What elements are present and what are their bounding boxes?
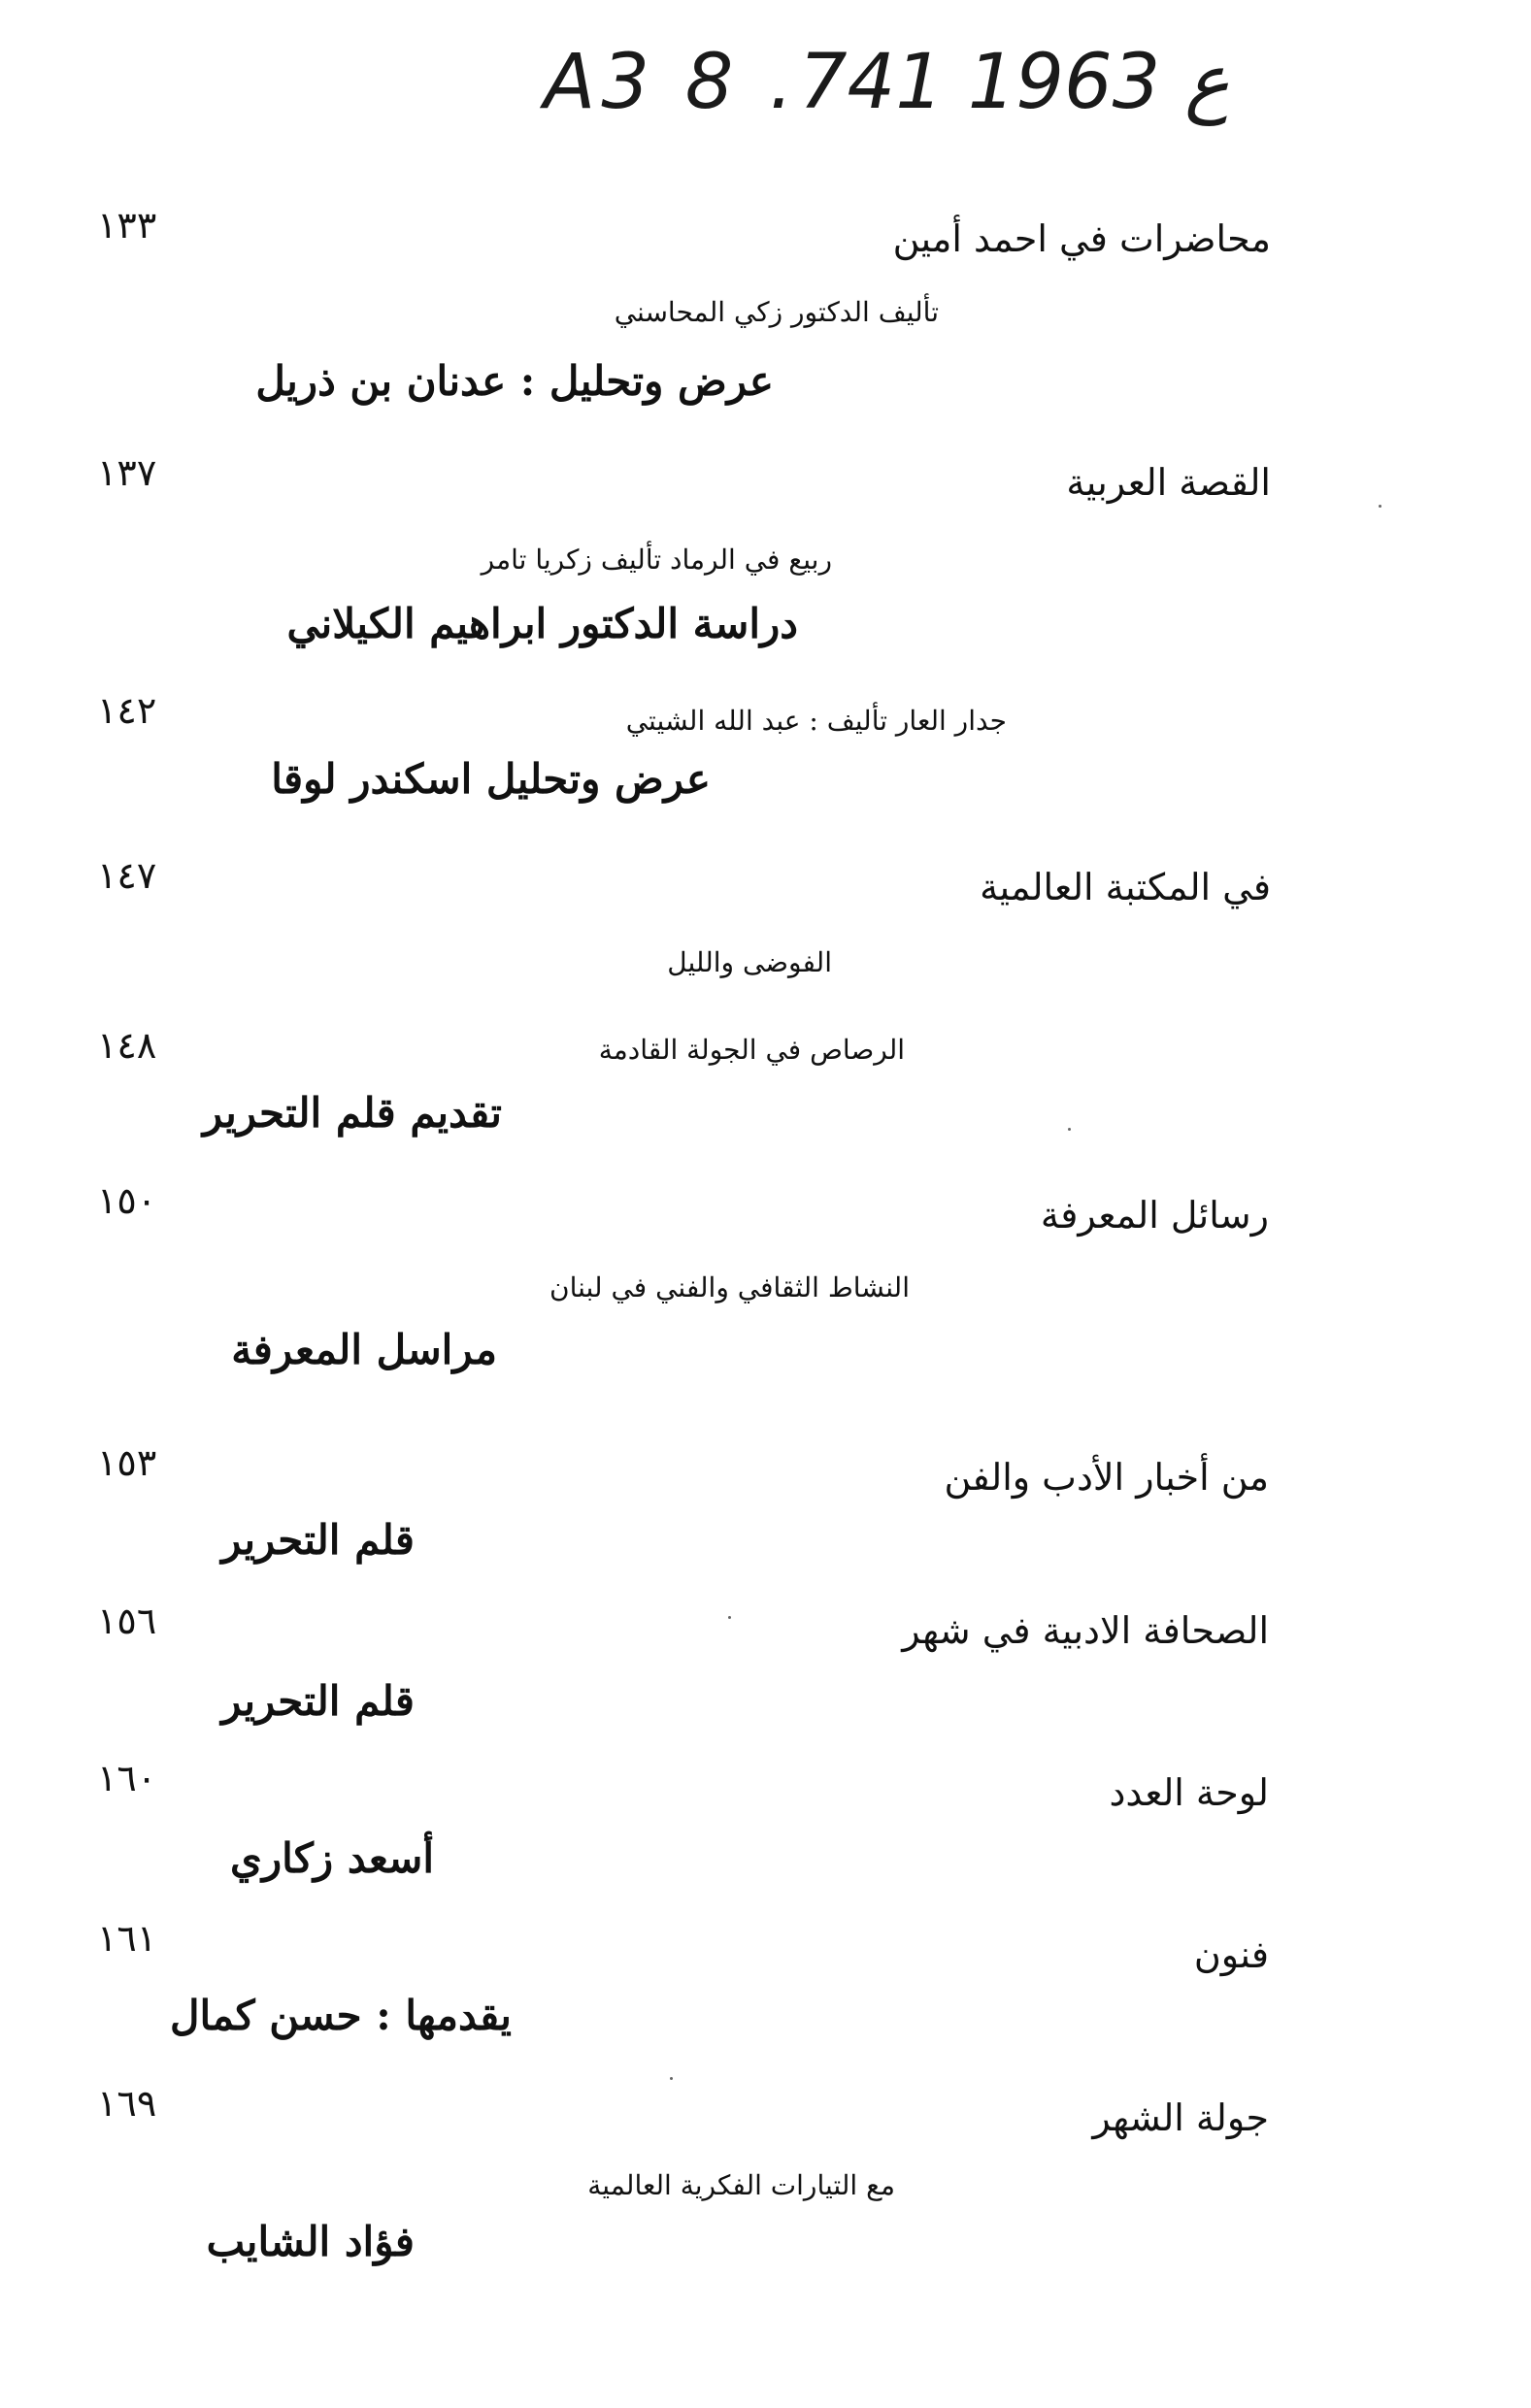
entry-subtitle: تأليف الدكتور زكي المحاسني xyxy=(614,296,939,328)
entry-author: عرض وتحليل : عدنان بن ذريل xyxy=(255,357,774,405)
page-number: ١٥٣ xyxy=(97,1441,157,1484)
page-number: ١٦٠ xyxy=(97,1757,157,1799)
page-number: ١٦٩ xyxy=(97,2082,157,2125)
handwritten-call-number: A3 8 .ع 1963 741 xyxy=(544,39,1230,126)
entry-author: قلم التحرير xyxy=(221,1516,415,1564)
page-number: ١٥٦ xyxy=(97,1600,157,1642)
speck xyxy=(670,2077,673,2080)
page-number: ١٤٢ xyxy=(97,689,157,732)
page-number: ١٤٧ xyxy=(97,854,157,897)
entry-subtitle: مع التيارات الفكرية العالمية xyxy=(587,2169,895,2201)
page-number: ١٤٨ xyxy=(97,1024,157,1067)
entry-subtitle: الرصاص في الجولة القادمة xyxy=(598,1034,905,1066)
entry-author: دراسة الدكتور ابراهيم الكيلاني xyxy=(286,600,798,647)
page-number: ١٣٧ xyxy=(97,451,157,494)
entry-title: جولة الشهر xyxy=(1092,2096,1269,2139)
entry-subtitle: الفوضى والليل xyxy=(667,946,832,978)
entry-title: من أخبار الأدب والفن xyxy=(944,1456,1269,1499)
speck xyxy=(728,1616,731,1619)
entry-author: مراسل المعرفة xyxy=(231,1326,497,1373)
entry-title: في المكتبة العالمية xyxy=(980,866,1271,908)
entry-author: أسعد زكاري xyxy=(229,1834,434,1882)
entry-title: القصة العربية xyxy=(1066,461,1271,504)
entry-subtitle: ربيع في الرماد تأليف زكريا تامر xyxy=(481,544,832,576)
page-number: ١٥٠ xyxy=(97,1179,157,1222)
speck xyxy=(1379,505,1381,508)
page-number: ١٣٣ xyxy=(97,204,157,247)
entry-title: محاضرات في احمد أمين xyxy=(892,217,1271,260)
entry-subtitle: النشاط الثقافي والفني في لبنان xyxy=(549,1271,910,1303)
speck xyxy=(1068,1128,1071,1131)
entry-author: عرض وتحليل اسكندر لوقا xyxy=(271,755,711,803)
entry-title: رسائل المعرفة xyxy=(1040,1194,1269,1237)
page-number: ١٦١ xyxy=(97,1917,157,1960)
entry-title: لوحة العدد xyxy=(1109,1771,1269,1814)
entry-author: قلم التحرير xyxy=(221,1677,415,1725)
entry-title: الصحافة الادبية في شهر xyxy=(902,1609,1269,1652)
entry-author: فؤاد الشايب xyxy=(206,2218,415,2265)
entry-author: يقدمها : حسن كمال xyxy=(170,1992,512,2039)
entry-title: فنون xyxy=(1193,1933,1269,1976)
entry-author: تقديم قلم التحرير xyxy=(202,1089,502,1137)
entry-subtitle: جدار العار تأليف : عبد الله الشيتي xyxy=(625,705,1007,737)
